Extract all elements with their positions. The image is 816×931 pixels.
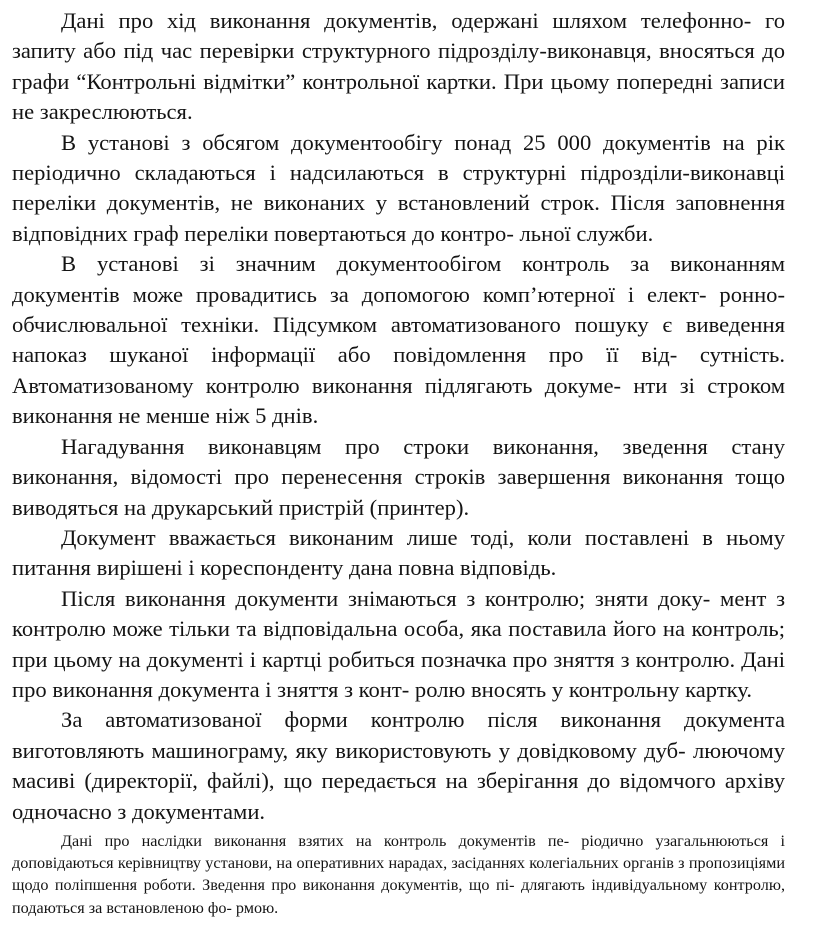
paragraph-progress-records: Дані про хід виконання документів, одержані шляхом телефонно- го запиту або під час перевірки структурного підрозділу-виконавця, вносяться до графи “Контрольні відмітки” контрольної картки. При цьому попередні записи не закреслюються. — [12, 8, 785, 125]
paragraph-overdue-lists: В установі з обсягом документообігу понад 25 000 документів на рік періодично складаються і надсилаються в структурні підрозділи-виконавці переліки документів, не виконаних у встановлений строк. Після заповнення відповідних граф переліки повертаються до контро- льної служби. — [12, 129, 785, 246]
paragraph-machinegram: За автоматизованої форми контролю після виконання документа виготовляють машинограму, яку використовують у довідковому дуб- люючому масиві (директорії, файлі), що передається на зберігання до відомчого архіву одночасно з документами. — [12, 707, 785, 824]
note-paragraph: Дані про наслідки виконання взятих на контроль документів пе- ріодично узагальнюються і доповідаються керівництву установи, на оперативних нарадах, засіданнях колегіальних органів з пропозиціями щодо поліпшення роботи. Зведення про виконання документів, що пі- длягають індивідуальному контролю, подаються за встановленою фо- рмою. — [12, 831, 785, 917]
paragraph-automated-control: В установі зі значним документообігом контроль за виконанням документів може провадитись за допомогою комп’ютерної і елект- ронно-обчислювальної техніки. Підсумком автоматизованого пошуку є виведення напоказ шуканої інформації або повідомлення про її від- сутність. Автоматизованому контролю виконання підлягають докуме- нти зі строком виконання не менше ніж 5 днів. — [12, 251, 785, 429]
paragraph-removal-from-control: Після виконання документи знімаються з контролю; зняти доку- мент з контролю може тільки та відповідальна особа, яка поставила його на контроль; при цьому на документі і картці робиться позначка про зняття з контролю. Дані про виконання документа і зняття з конт- ролю вносять у контрольну картку. — [12, 585, 785, 702]
paragraph-reminders: Нагадування виконавцям про строки виконання, зведення стану виконання, відомості про перенесення строків завершення виконання тощо виводяться на друкарський пристрій (принтер). — [12, 433, 785, 520]
document-page — [12, 6, 785, 919]
paragraph-execution-definition: Документ вважається виконаним лише тоді, коли поставлені в ньому питання вирішені і кореспонденту дана повна відповідь. — [12, 524, 785, 581]
